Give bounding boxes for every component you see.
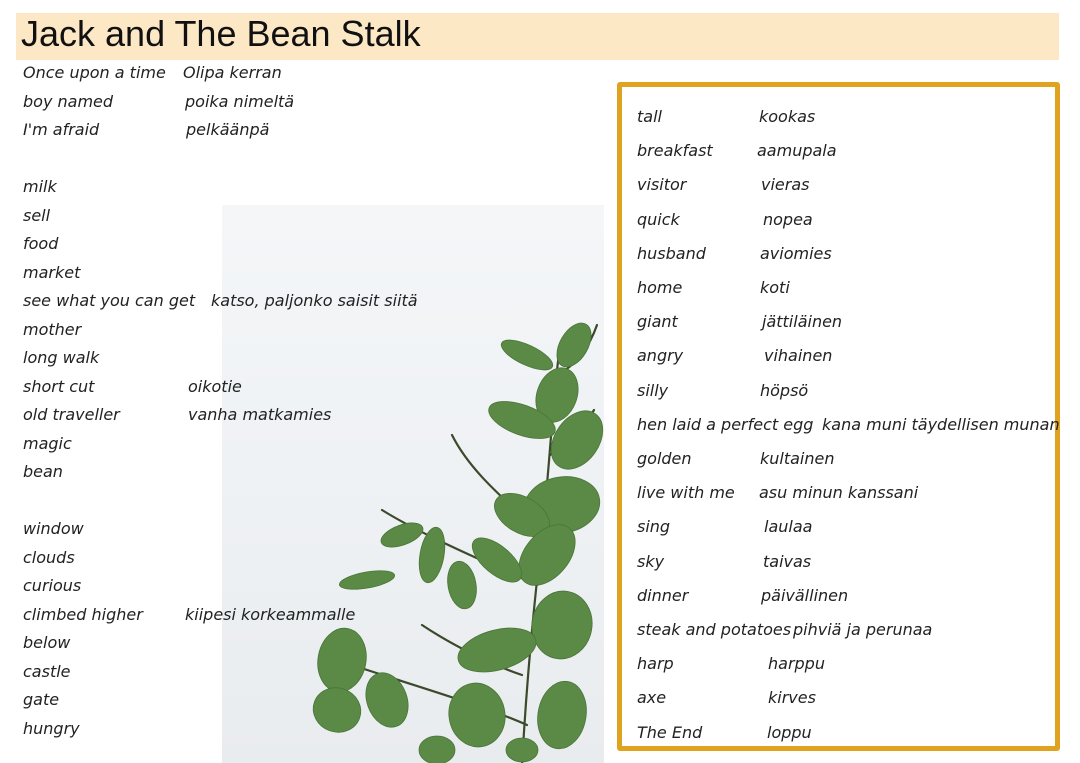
english-term: The End — [637, 722, 703, 742]
english-term: old traveller — [23, 405, 120, 424]
english-term: hungry — [23, 718, 80, 738]
finnish-translation: päivällinen — [761, 585, 849, 605]
english-term: live with me — [637, 483, 735, 503]
english-term: breakfast — [637, 141, 713, 161]
english-term: dinner — [637, 585, 689, 605]
finnish-translation: höpsö — [760, 380, 809, 400]
finnish-translation: vanha matkamies — [188, 405, 332, 424]
english-term: husband — [637, 243, 706, 263]
english-term: magic — [23, 433, 72, 453]
finnish-translation: vieras — [761, 175, 810, 195]
english-term: short cut — [23, 376, 95, 396]
finnish-translation: pelkäänpä — [186, 120, 270, 139]
finnish-translation: harppu — [768, 654, 825, 674]
finnish-translation: kana muni täydellisen munan — [822, 414, 1060, 434]
english-term: climbed higher — [23, 604, 143, 624]
english-term: boy named — [23, 91, 114, 111]
english-term: gate — [23, 690, 60, 709]
finnish-translation: nopea — [763, 209, 813, 229]
finnish-translation: kiipesi korkeammalle — [185, 604, 356, 624]
english-term: curious — [23, 576, 82, 595]
english-term: home — [637, 278, 683, 297]
finnish-translation: aamupala — [757, 141, 837, 161]
english-term: market — [23, 262, 81, 282]
english-term: see what you can get — [23, 291, 196, 310]
finnish-translation: jättiläinen — [762, 312, 843, 332]
finnish-translation: vihainen — [764, 346, 833, 366]
finnish-translation: Olipa kerran — [183, 63, 282, 82]
finnish-translation: loppu — [767, 722, 812, 742]
english-term: window — [23, 519, 84, 538]
finnish-translation: kultainen — [760, 449, 835, 468]
english-term: quick — [637, 209, 680, 229]
english-term: long walk — [23, 348, 100, 367]
english-term: hen laid a perfect egg — [637, 414, 814, 434]
english-term: below — [23, 633, 71, 652]
finnish-translation: pihviä ja perunaa — [793, 620, 933, 639]
finnish-translation: koti — [760, 278, 790, 297]
finnish-translation: kirves — [768, 688, 816, 708]
english-term: sell — [23, 205, 51, 225]
finnish-translation: taivas — [763, 551, 812, 571]
page-title: Jack and The Bean Stalk — [21, 13, 421, 54]
english-term: food — [23, 234, 59, 253]
english-term: angry — [637, 346, 684, 366]
english-term: sing — [637, 517, 671, 537]
english-term: castle — [23, 661, 71, 681]
english-term: I'm afraid — [23, 120, 100, 139]
english-term: harp — [637, 654, 674, 674]
english-term: visitor — [637, 175, 687, 195]
english-term: Once upon a time — [23, 63, 166, 82]
english-term: mother — [23, 319, 82, 339]
finnish-translation: kookas — [759, 107, 816, 126]
english-term: golden — [637, 449, 692, 468]
english-term: steak and potatoes — [637, 620, 792, 639]
english-term: axe — [637, 688, 667, 708]
english-term: tall — [637, 107, 662, 126]
english-term: clouds — [23, 547, 75, 567]
english-term: sky — [637, 551, 665, 571]
finnish-translation: asu minun kanssani — [759, 483, 919, 503]
english-term: giant — [637, 312, 678, 332]
finnish-translation: katso, paljonko saisit siitä — [211, 291, 418, 310]
english-term: bean — [23, 462, 63, 481]
finnish-translation: poika nimeltä — [185, 91, 295, 111]
finnish-translation: aviomies — [760, 243, 832, 263]
finnish-translation: oikotie — [188, 376, 242, 396]
finnish-translation: laulaa — [764, 517, 813, 537]
english-term: silly — [637, 380, 669, 400]
english-term: milk — [23, 177, 57, 196]
